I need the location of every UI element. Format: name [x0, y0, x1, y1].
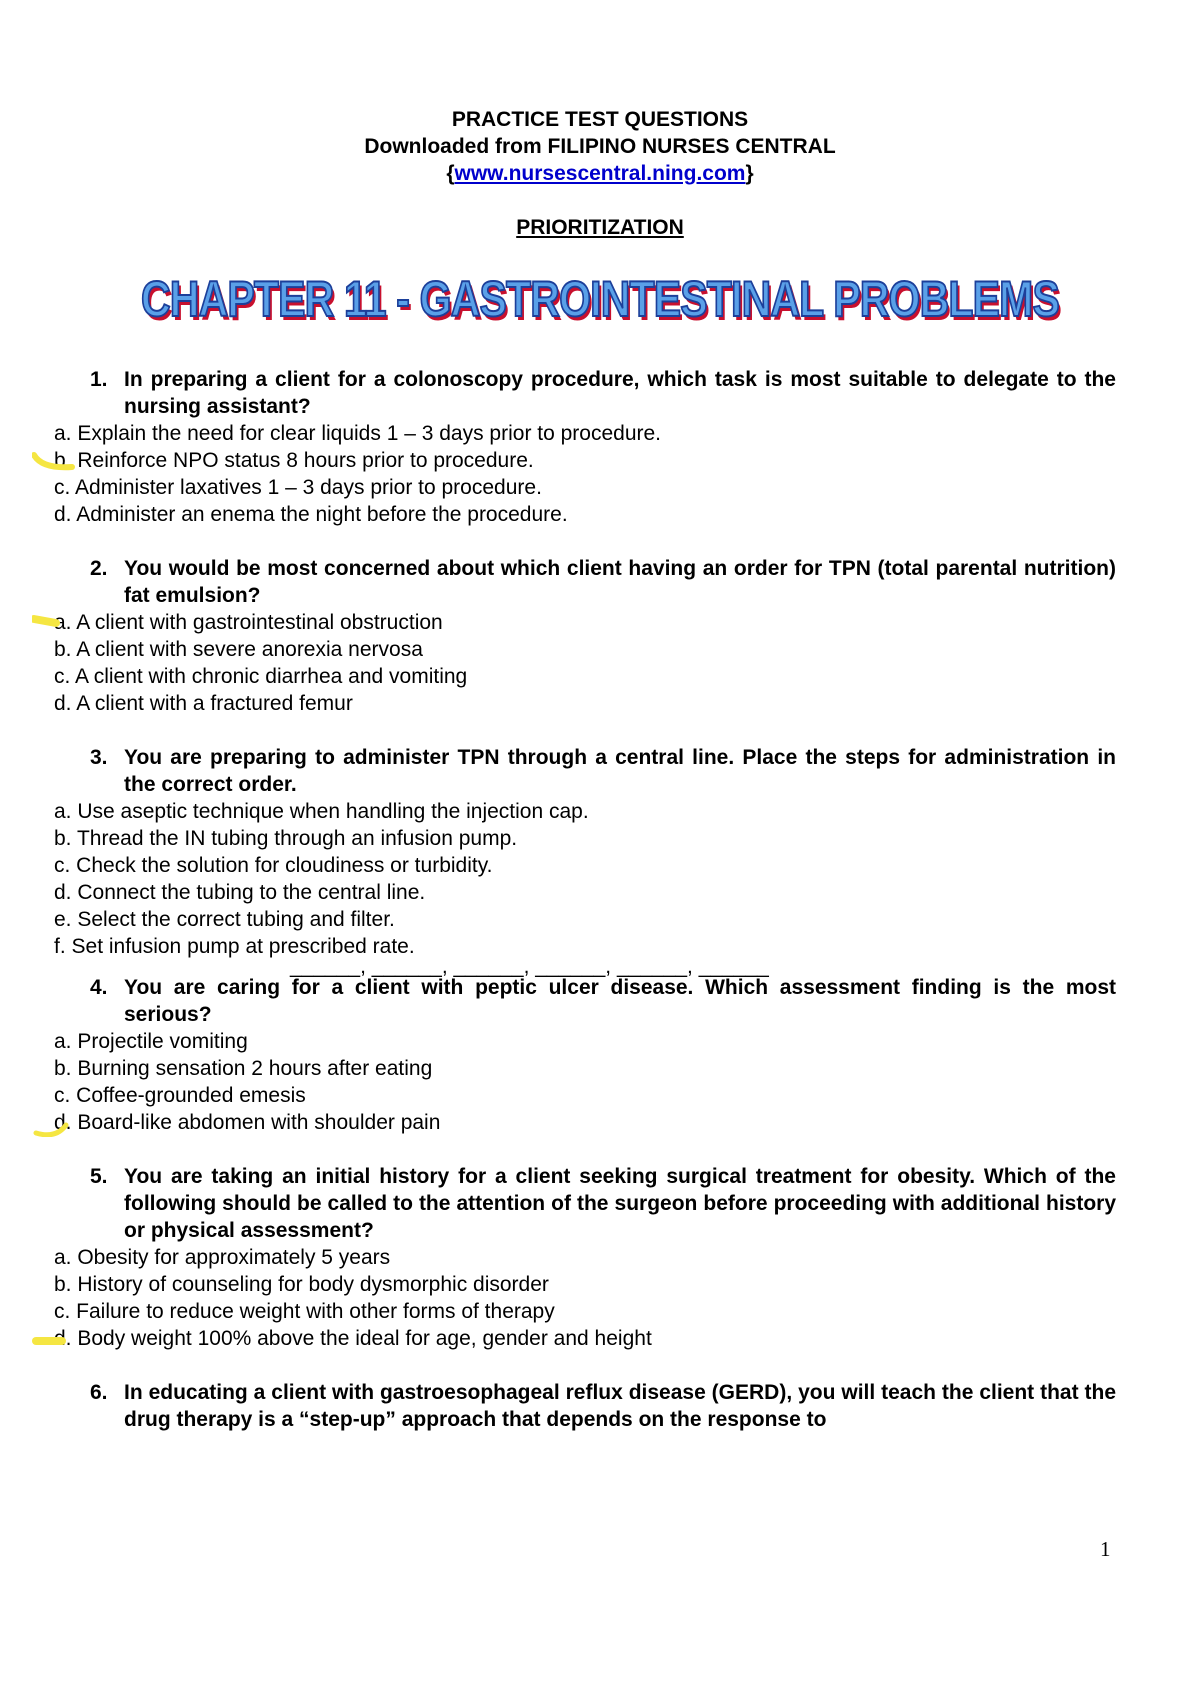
brace-close: }: [745, 162, 754, 185]
question-number: 5.: [90, 1165, 108, 1188]
brace-open: {: [446, 162, 455, 185]
highlighter-mark: [32, 613, 78, 633]
option-5d: [54, 1325, 1116, 1352]
question-6: [54, 1379, 1116, 1433]
option-2b: b. A client with severe anorexia nervosa: [54, 638, 423, 661]
highlighter-mark: [32, 451, 78, 471]
option-3b: b. Thread the IN tubing through an infusion pump.: [54, 827, 518, 850]
question-text: You are taking an initial history for a client seeking surgical treatment for obesity. Which of the following should be called to the attention of the surgeon before proceeding with additional history or physical assessment?: [124, 1165, 1116, 1242]
option-5c: c. Failure to reduce weight with other forms of therapy: [54, 1300, 555, 1323]
option-1d: d. Administer an enema the night before the procedure.: [54, 503, 568, 526]
option-3f: f. Set infusion pump at prescribed rate.: [54, 935, 415, 958]
question-1: [54, 366, 1116, 420]
header-link-line: [0, 160, 1200, 187]
question-text: You are caring for a client with peptic ulcer disease. Which assessment finding is the most serious?: [124, 976, 1116, 1026]
header-title: PRACTICE TEST QUESTIONS: [451, 108, 749, 131]
questions-list: [54, 366, 1116, 1433]
website-link[interactable]: www.nursescentral.ning.com: [454, 162, 746, 185]
page-number: 1: [1100, 1537, 1111, 1561]
section-title: PRIORITIZATION: [516, 216, 684, 239]
option-4a: a. Projectile vomiting: [54, 1030, 248, 1053]
question-4: [54, 974, 1116, 1028]
option-4b: b. Burning sensation 2 hours after eating: [54, 1057, 433, 1080]
option-5a: a. Obesity for approximately 5 years: [54, 1246, 391, 1269]
question-2: [54, 555, 1116, 609]
option-1b: [54, 447, 1116, 474]
option-2a: [54, 609, 1116, 636]
option-1c: c. Administer laxatives 1 – 3 days prior to procedure.: [54, 476, 542, 499]
question-text: You would be most concerned about which client having an order for TPN (total parental nutrition) fat emulsion?: [124, 557, 1116, 607]
option-4d: [54, 1109, 1116, 1136]
question-number: 6.: [90, 1381, 108, 1404]
option-text: d. Board-like abdomen with shoulder pain: [54, 1111, 441, 1134]
option-2d: d. A client with a fractured femur: [54, 692, 353, 715]
question-number: 4.: [90, 976, 108, 999]
option-3c: c. Check the solution for cloudiness or turbidity.: [54, 854, 493, 877]
chapter-wordart-title: CHAPTER 11 - GASTROINTESTINAL PROBLEMS: [140, 271, 1060, 327]
question-text: You are preparing to administer TPN through a central line. Place the steps for administration in the correct order.: [124, 746, 1116, 796]
answer-blanks: ______, ______, ______, ______, ______, ______: [290, 955, 769, 978]
header-source: Downloaded from FILIPINO NURSES CENTRAL: [364, 135, 836, 158]
option-text: d. Body weight 100% above the ideal for age, gender and height: [54, 1327, 652, 1350]
option-2c: c. A client with chronic diarrhea and vomiting: [54, 665, 468, 688]
question-3: [54, 744, 1116, 798]
option-3e: e. Select the correct tubing and filter.: [54, 908, 395, 931]
question-5: [54, 1163, 1116, 1244]
option-3d: d. Connect the tubing to the central line.: [54, 881, 426, 904]
question-text: In educating a client with gastroesophageal reflux disease (GERD), you will teach the client that the drug therapy is a “step-up” approach that depends on the response to: [124, 1381, 1116, 1431]
option-3a: a. Use aseptic technique when handling the injection cap.: [54, 800, 589, 823]
option-1a: a. Explain the need for clear liquids 1 – 3 days prior to procedure.: [54, 422, 662, 445]
highlighter-mark: [32, 1117, 78, 1137]
option-4c: c. Coffee-grounded emesis: [54, 1084, 306, 1107]
option-text: a. A client with gastrointestinal obstruction: [54, 611, 443, 634]
option-5b: b. History of counseling for body dysmorphic disorder: [54, 1273, 549, 1296]
option-text: b. Reinforce NPO status 8 hours prior to procedure.: [54, 449, 534, 472]
question-number: 1.: [90, 368, 108, 391]
question-number: 2.: [90, 557, 108, 580]
question-text: In preparing a client for a colonoscopy procedure, which task is most suitable to delegate to the nursing assistant?: [124, 368, 1116, 418]
document-header: [0, 106, 1200, 187]
question-number: 3.: [90, 746, 108, 769]
highlighter-mark: [32, 1329, 78, 1349]
